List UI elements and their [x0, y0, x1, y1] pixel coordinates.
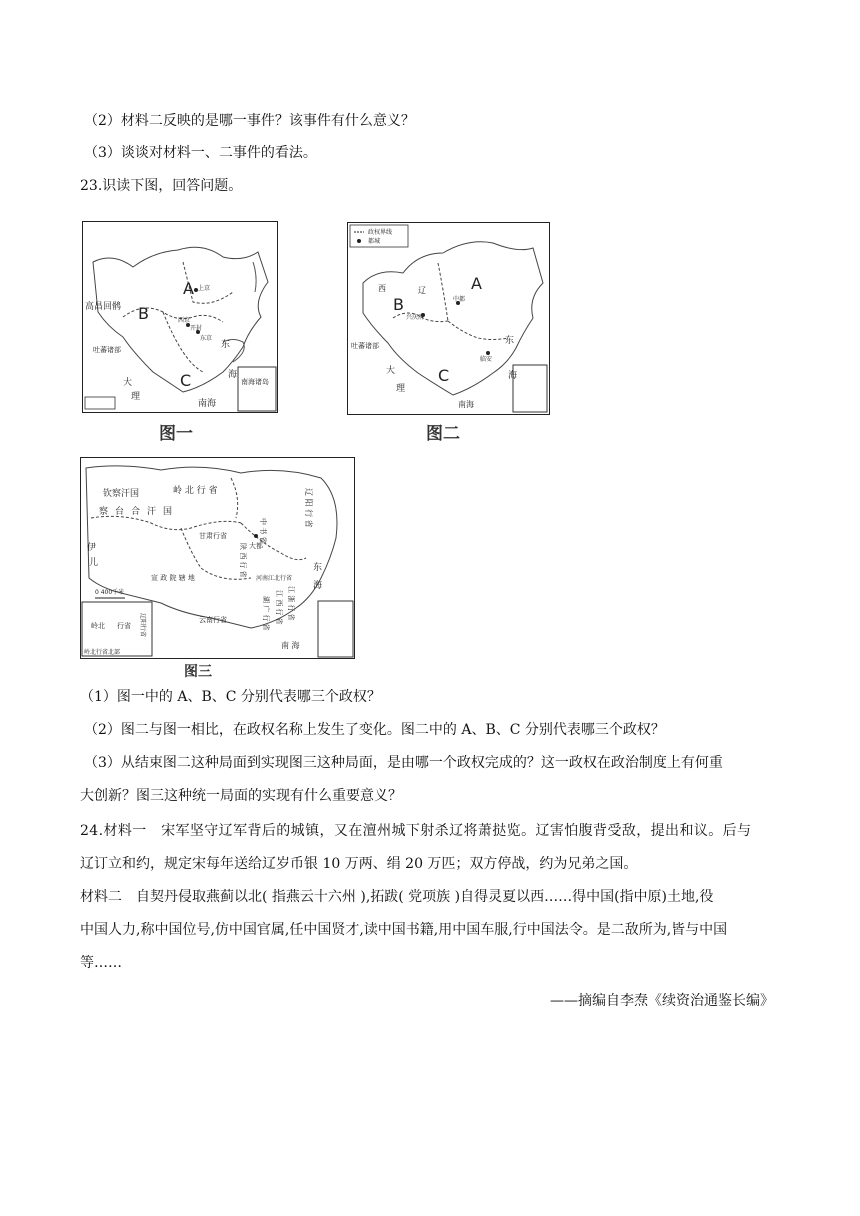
fig3-label-scale: 0 400千米: [95, 589, 125, 596]
fig1-label-shangjing: 上京: [198, 285, 211, 292]
q24-material1-line1: 24.材料一 宋军坚守辽军背后的城镇，又在澶州城下射杀辽将萧挞览。辽害怕腹背受敌，提出和议。后与: [80, 823, 752, 839]
q24-source: ——摘编自李焘《续资治通鉴长编》: [550, 993, 774, 1009]
fig1-label-a: A: [183, 279, 194, 298]
fig3-label-yunnan: 云南行省: [199, 616, 227, 624]
fig1-label-gaochang: 高昌回鹘: [85, 302, 122, 312]
fig3-label-jiangzhe: 江 浙 行 省: [287, 586, 295, 621]
fig2-label-b: B: [393, 295, 404, 314]
fig3-label-han: 汗: [147, 507, 157, 517]
fig2-label-xingqing: 兴庆府: [406, 314, 425, 321]
fig1-label-c: C: [180, 371, 192, 390]
q23-stem: 23.识读下图，回答问题。: [80, 178, 243, 194]
fig3-label-lingbei: 岭 北 行 省: [173, 486, 218, 496]
fig2-label-da: 大: [386, 366, 396, 376]
fig2-legend-capital: 都城: [368, 238, 381, 245]
fig2-label-liao: 辽: [418, 286, 426, 295]
fig2-label-tubo: 吐蕃诸部: [351, 342, 379, 350]
fig2-label-c: C: [438, 366, 450, 385]
fig1-caption: 图一: [159, 424, 193, 444]
q23-sub2: （2）图二与图一相比，在政权名称上发生了变化。图二中的 A、B、C 分别代表哪三个政权？: [84, 722, 665, 738]
q24-material1-line2: 辽订立和约，规定宋每年送给辽岁币银 10 万两、绢 20 万匹；双方停战，约为兄弟之国。: [80, 856, 638, 872]
fig2-label-zhongdu: 中都: [453, 296, 466, 303]
fig3-label-liaoyang: 辽 阳 行 省: [304, 488, 313, 528]
fig3-label-gansu: 甘肃行省: [199, 532, 227, 540]
fig3-label-cha: 察: [99, 507, 109, 517]
fig3-label-dong: 东: [313, 563, 323, 573]
fig3-inset-lingbei: 岭北: [91, 622, 105, 630]
fig1-label-dongjing: 东京: [200, 335, 213, 342]
fig3-label-yi: 伊: [87, 543, 97, 553]
fig2-label-li: 理: [396, 384, 406, 394]
map-figure-1: [82, 221, 278, 413]
fig3-inset-liaoyang: 辽阳行省: [139, 613, 146, 638]
fig3-label-henan: 河南江北行省: [256, 575, 293, 582]
fig3-label-qinchahan: 钦察汗国: [103, 489, 140, 499]
fig1-label-da: 大: [123, 378, 133, 388]
fig3-label-tai: 台: [115, 507, 125, 517]
fig2-caption: 图二: [426, 424, 460, 444]
fig2-label-xi: 西: [378, 284, 386, 293]
fig3-caption: 图三: [184, 664, 212, 680]
fig3-inset-caption: 岭北行省北部: [84, 649, 121, 656]
fig3-label-xuanzheng: 宣 政 院 辖 地: [151, 574, 195, 582]
fig3-label-he: 合: [131, 507, 141, 517]
fig1-label-dong: 东: [221, 340, 231, 350]
fig2-label-nanhai: 南海: [458, 400, 474, 409]
fig2-label-dong: 东: [505, 336, 515, 346]
fig1-label-b: B: [138, 304, 149, 323]
fig1-label-nanhai-inset: 南海诸岛: [241, 378, 269, 386]
fig3-label-zhongshu: 中 书 省: [259, 518, 267, 544]
fig3-label-shaanxi: 陕 西 行 省: [239, 543, 247, 578]
q22-sub3: （3）谈谈对材料一、二事件的看法。: [84, 145, 317, 161]
fig3-label-hai: 海: [313, 581, 323, 591]
q24-material2-line3: 等……: [80, 955, 122, 971]
fig1-label-kaifeng: 开封: [190, 325, 203, 332]
q22-sub2: （2）材料二反映的是哪一事件？该事件有什么意义？: [84, 113, 415, 129]
fig2-label-hai: 海: [508, 371, 518, 381]
fig1-label-xijing: 西京: [178, 317, 191, 324]
fig1-label-hai: 海: [228, 370, 238, 380]
fig2-legend-boundary: 政权界线: [368, 229, 393, 236]
fig1-label-tubo: 吐蕃诸部: [93, 346, 121, 354]
fig3-label-er: 儿: [89, 558, 99, 568]
fig3-label-dadu: 大都: [249, 542, 263, 550]
map-figure-3: [80, 457, 355, 659]
fig3-label-jiangxi: 江 西 行 省: [275, 590, 283, 625]
fig1-label-li: 理: [131, 392, 141, 402]
fig3-label-nanhai: 南 海: [281, 641, 300, 650]
fig3-inset-xingsheng: 行省: [117, 622, 131, 630]
q24-material2-line2: 中国人力,称中国位号,仿中国官属,任中国贤才,读中国书籍,用中国车服,行中国法令。是二敌所为,皆与中国: [80, 922, 728, 938]
fig2-label-linan: 临安: [480, 356, 493, 363]
fig3-label-huguang: 湖 广 行 省: [262, 596, 270, 631]
fig2-label-a: A: [471, 274, 482, 293]
q23-sub3-line1: （3）从结束图二这种局面到实现图三这种局面，是由哪一个政权完成的？这一政权在政治制度上有何重: [84, 755, 723, 771]
q23-sub3-line2: 大创新？图三这种统一局面的实现有什么重要意义？: [80, 788, 402, 804]
q23-sub1: （1）图一中的 A、B、C 分别代表哪三个政权？: [80, 689, 381, 705]
map-figure-2: [347, 222, 550, 415]
fig3-label-guo: 国: [163, 507, 173, 517]
fig1-label-nanhai: 南海: [198, 399, 217, 409]
q24-material2-line1: 材料二 自契丹侵取燕蓟以北( 指燕云十六州 ),拓跋( 党项族 )自得灵夏以西……得中国(指中原)土地,役: [80, 889, 714, 905]
